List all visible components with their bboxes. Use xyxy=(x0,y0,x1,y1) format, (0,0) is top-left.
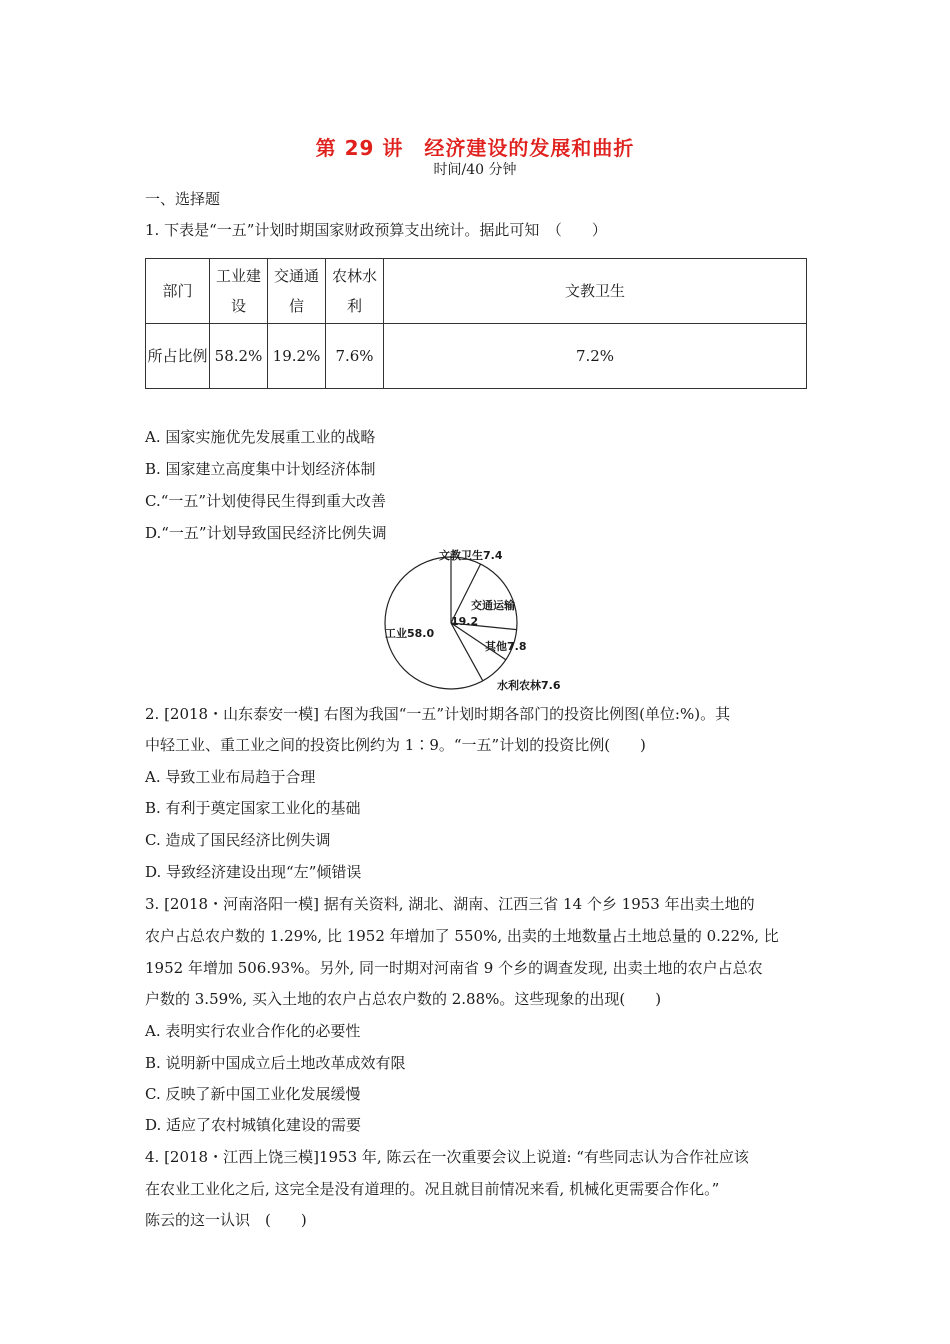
q3-option-a: A. 表明实行农业合作化的必要性 xyxy=(145,1022,361,1040)
q1-stem: 1. 下表是“一五”计划时期国家财政预算支出统计。据此可知 （ ） xyxy=(145,221,607,239)
table-header-row xyxy=(146,259,807,324)
q3-option-b: B. 说明新中国成立后土地改革成效有限 xyxy=(145,1054,406,1072)
q3-stem-line: 农户占总农户数的 1.29%, 比 1952 年增加了 550%, 出卖的土地数量占土地总量的 0.22%, 比 xyxy=(145,927,779,945)
budget-table xyxy=(145,258,807,389)
q2-option-a: A. 导致工业布局趋于合理 xyxy=(145,768,316,786)
time-limit: 时间/40 分钟 xyxy=(433,162,517,178)
label-edu: 文教卫生7.4 xyxy=(439,549,503,562)
q3-option-d: D. 适应了农村城镇化建设的需要 xyxy=(145,1116,362,1134)
table-cell: 19.2% xyxy=(268,324,326,389)
table-header-cell: 农林水利 xyxy=(326,259,384,324)
q2-option-d: D. 导致经济建设出现“左”倾错误 xyxy=(145,863,362,881)
q2-option-c: C. 造成了国民经济比例失调 xyxy=(145,831,331,849)
table-cell: 7.2% xyxy=(384,324,807,389)
table-cell: 7.6% xyxy=(326,324,384,389)
table-header-cell: 文教卫生 xyxy=(384,259,807,324)
q3-stem-line: 户数的 3.59%, 买入土地的农户占总农户数的 2.88%。这些现象的出现( ) xyxy=(145,990,662,1008)
q3-stem-line: 1952 年增加 506.93%。另外, 同一时期对河南省 9 个乡的调查发现, 出卖土地的农户占总农 xyxy=(145,959,763,977)
q2-stem-line: 中轻工业、重工业之间的投资比例约为 1∶9。“一五”计划的投资比例( ) xyxy=(145,736,646,754)
label-other: 其他7.8 xyxy=(485,640,527,653)
q2-option-b: B. 有利于奠定国家工业化的基础 xyxy=(145,799,361,817)
q1-option-b: B. 国家建立高度集中计划经济体制 xyxy=(145,460,376,478)
q4-stem-line: 陈云的这一认识 ( ) xyxy=(145,1211,307,1229)
q3-option-c: C. 反映了新中国工业化发展缓慢 xyxy=(145,1085,361,1103)
table-row-label: 所占比例 xyxy=(146,324,210,389)
label-transport-name: 交通运输 xyxy=(471,599,515,612)
q1-option-d: D.“一五”计划导致国民经济比例失调 xyxy=(145,524,387,542)
q4-stem-line: 在农业工业化之后, 这完全是没有道理的。况且就目前情况来看, 机械化更需要合作化。” xyxy=(145,1180,720,1198)
q3-stem-line: 3. [2018・河南洛阳一模] 据有关资料, 湖北、湖南、江西三省 14 个乡 1953 年出卖土地的 xyxy=(145,895,755,913)
q1-option-c: C.“一五”计划使得民生得到重大改善 xyxy=(145,492,387,510)
label-industry: 工业58.0 xyxy=(385,627,435,640)
q4-stem-line: 4. [2018・江西上饶三模]1953 年, 陈云在一次重要会议上说道: “有些同志认为合作社应该 xyxy=(145,1148,749,1166)
page-title: 第 29 讲 经济建设的发展和曲折 xyxy=(315,136,635,160)
label-agri: 水利农林7.6 xyxy=(497,679,561,692)
label-transport-value: 19.2 xyxy=(451,615,479,628)
table-header-cell: 工业建设 xyxy=(210,259,268,324)
investment-pie-chart xyxy=(375,545,575,695)
q1-option-a: A. 国家实施优先发展重工业的战略 xyxy=(145,428,376,446)
q2-stem-line: 2. [2018・山东泰安一模] 右图为我国“一五”计划时期各部门的投资比例图(单位:%)。其 xyxy=(145,705,731,723)
section-heading: 一、选择题 xyxy=(145,190,221,208)
table-row xyxy=(146,324,807,389)
table-cell: 58.2% xyxy=(210,324,268,389)
table-header-cell: 部门 xyxy=(146,259,210,324)
table-header-cell: 交通通信 xyxy=(268,259,326,324)
